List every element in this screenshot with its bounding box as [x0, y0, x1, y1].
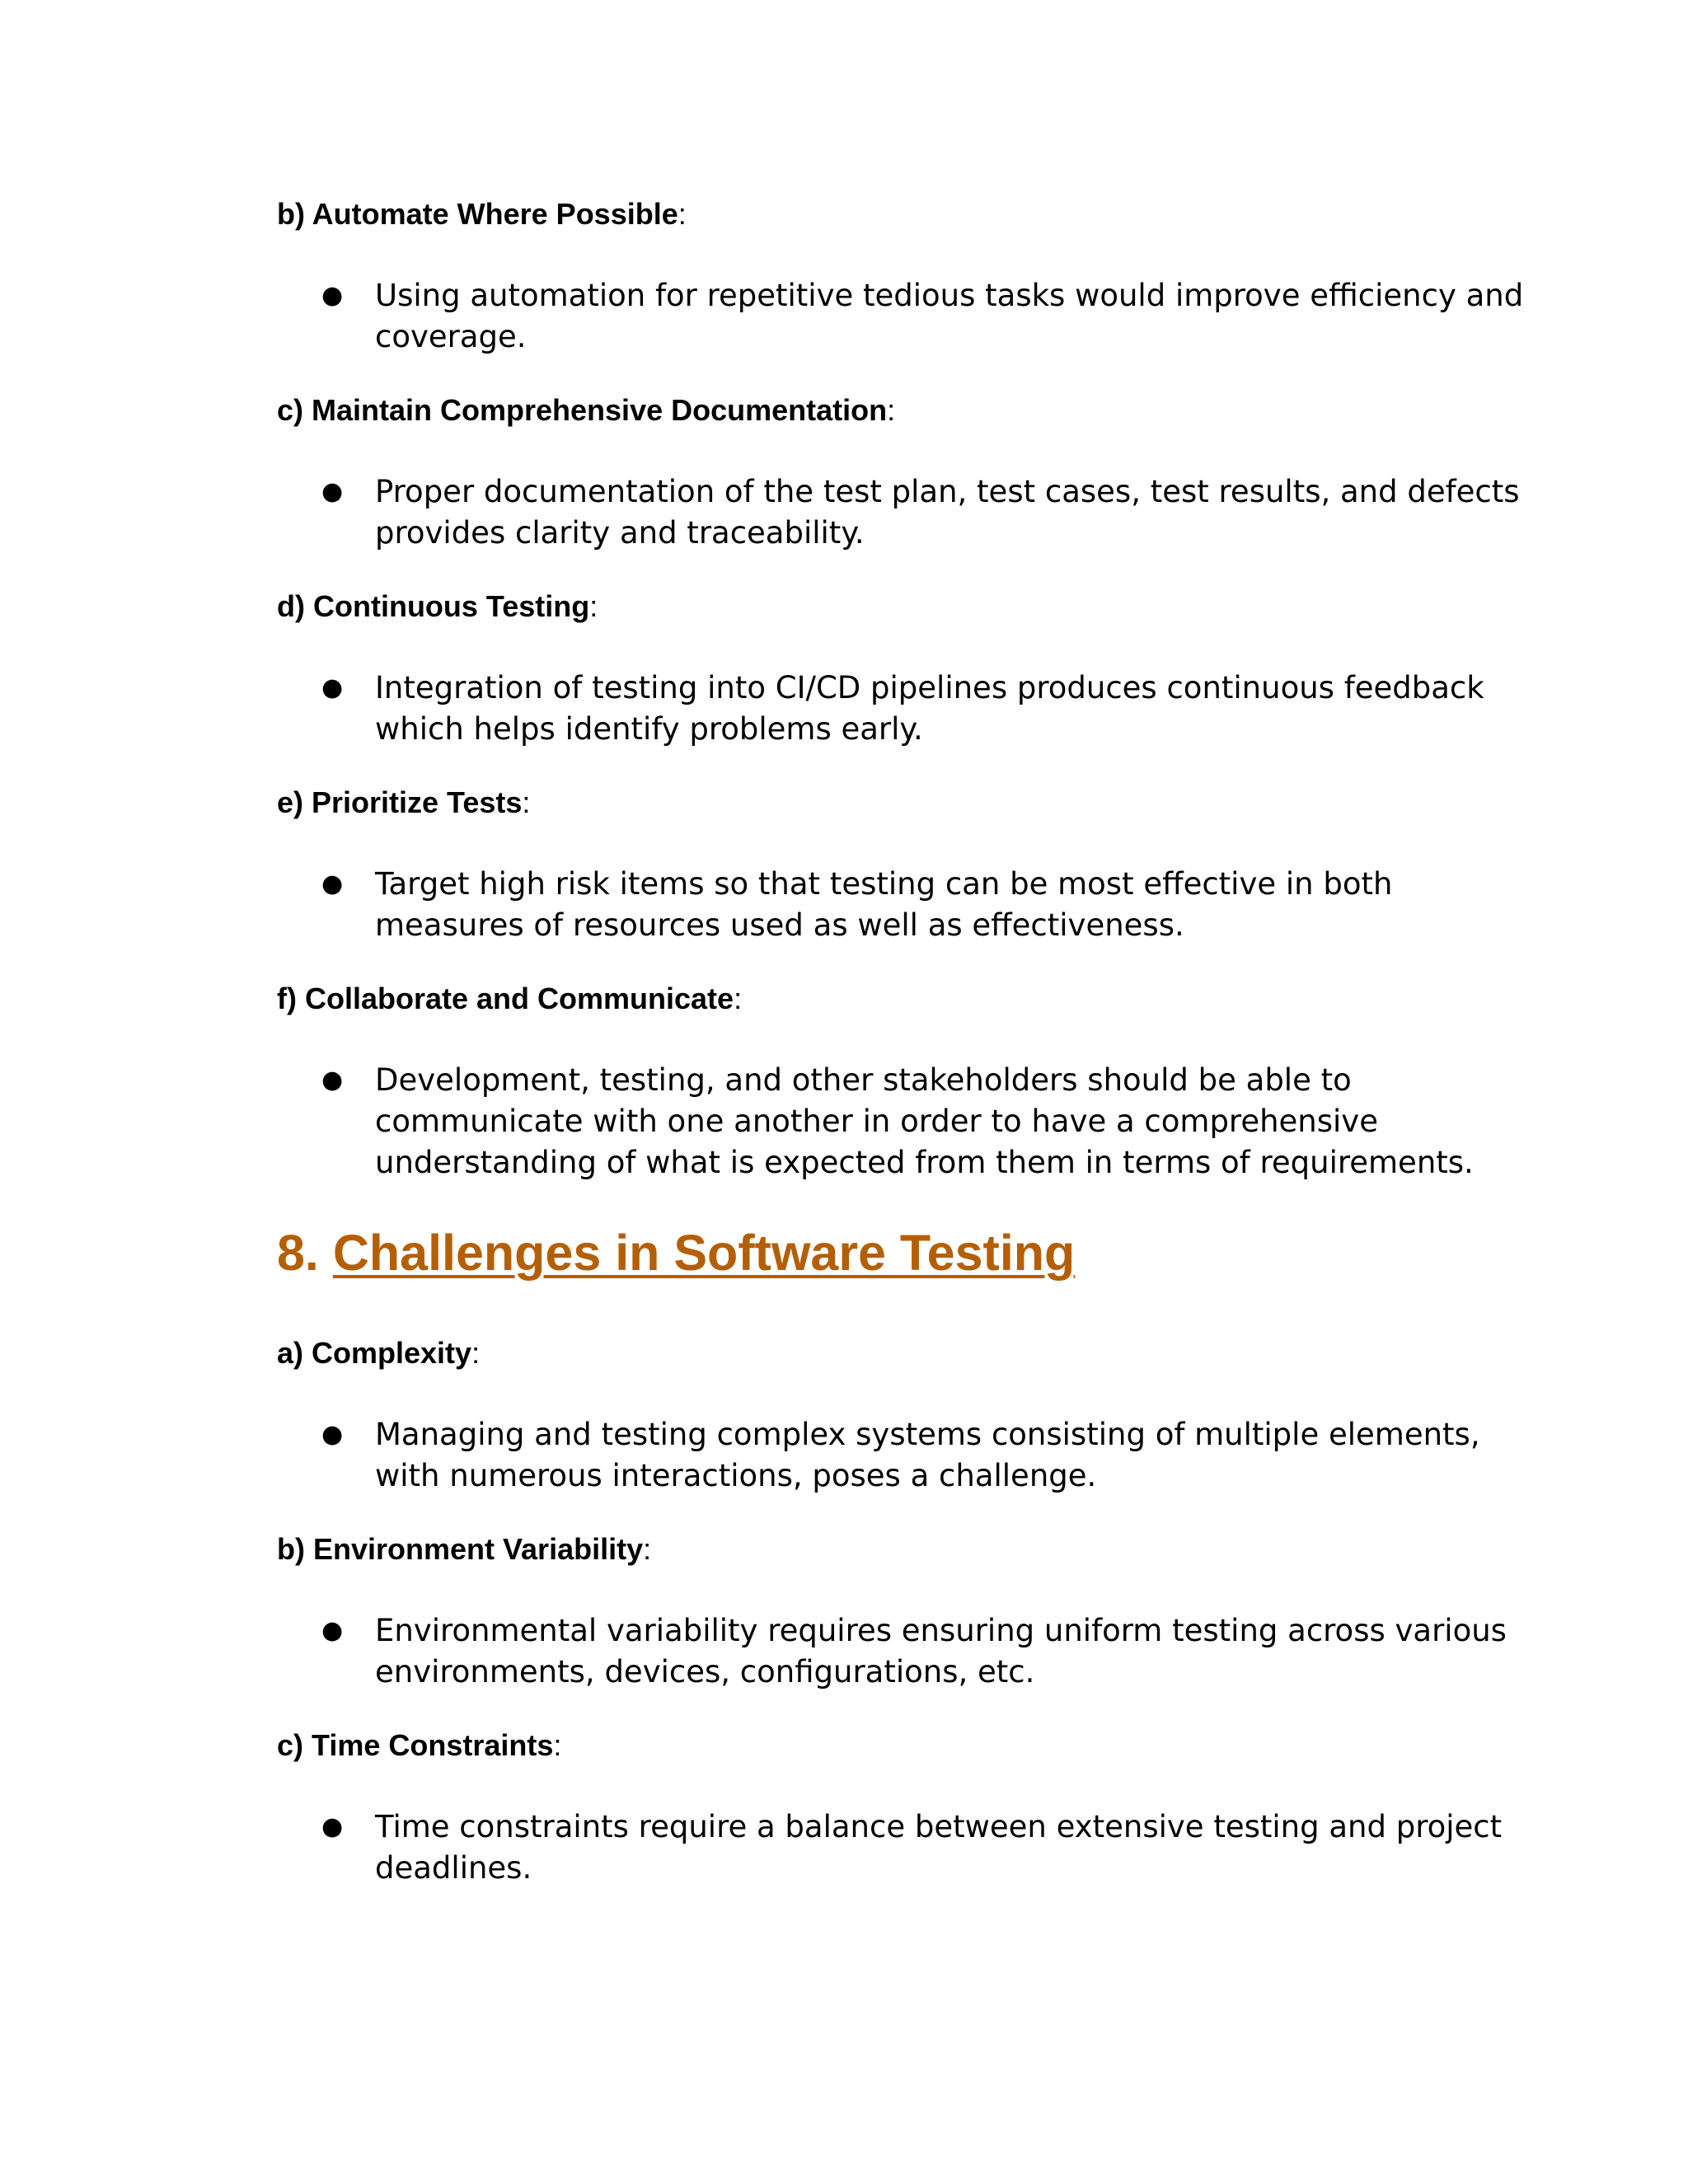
subheading-label: f) Collaborate and Communicate: [277, 982, 734, 1015]
subheading-label: c) Time Constraints: [277, 1728, 554, 1762]
bullet-text: Managing and testing complex systems consisting of multiple elements, with numerous interactions, poses a challenge.: [375, 1417, 1480, 1493]
subheading-label: c) Maintain Comprehensive Documentation: [277, 393, 888, 427]
bullet-icon: ●: [321, 1066, 344, 1094]
bullet-icon: ●: [321, 281, 344, 310]
subheading-collaborate: [277, 981, 742, 1017]
bullet-text: Time constraints require a balance between extensive testing and project deadlines.: [375, 1809, 1503, 1886]
bullet-text: Using automation for repetitive tedious tasks would improve efficiency and coverage.: [375, 278, 1524, 354]
subheading-label: e) Prioritize Tests: [277, 785, 523, 819]
subheading-colon: :: [471, 1336, 481, 1370]
subheading-colon: :: [522, 785, 531, 819]
subheading-environment-variability: [277, 1531, 651, 1568]
subheading-automate: [277, 196, 687, 232]
bullet-icon: ●: [321, 1420, 344, 1449]
bullet-text: Environmental variability requires ensuring uniform testing across various environments, devices, configurations, etc.: [375, 1613, 1507, 1690]
subheading-label: a) Complexity: [277, 1336, 472, 1370]
subheading-colon: :: [643, 1532, 652, 1566]
chapter-title: Challenges in Software Testing: [332, 1225, 1076, 1281]
subheading-continuous-testing: [277, 588, 598, 625]
bullet-text: Target high risk items so that testing can be most effective in both measures of resources used as well as effectiveness.: [375, 866, 1393, 943]
chapter-number: 8.: [277, 1225, 319, 1281]
subheading-time-constraints: [277, 1727, 561, 1764]
subheading-colon: :: [589, 589, 598, 623]
subheading-colon: :: [887, 393, 896, 427]
subheading-documentation: [277, 392, 895, 429]
bullet-icon: ●: [321, 673, 344, 702]
bullet-icon: ●: [321, 869, 344, 898]
chapter-heading: [277, 1224, 1075, 1282]
bullet-text: Proper documentation of the test plan, test cases, test results, and defects provides clarity and traceability.: [375, 474, 1520, 551]
bullet-text: Integration of testing into CI/CD pipelines produces continuous feedback which helps identify problems early.: [375, 670, 1484, 747]
bullet-icon: ●: [321, 477, 344, 506]
subheading-colon: :: [734, 982, 743, 1015]
bullet-text: Development, testing, and other stakeholders should be able to communicate with one another in order to have a comprehensive understanding of what is expected from them in terms of requirements.: [375, 1062, 1474, 1180]
subheading-colon: :: [553, 1728, 562, 1762]
subheading-colon: :: [678, 197, 687, 231]
subheading-label: d) Continuous Testing: [277, 589, 590, 623]
subheading-label: b) Environment Variability: [277, 1532, 644, 1566]
bullet-icon: ●: [321, 1616, 344, 1645]
subheading-label: b) Automate Where Possible: [277, 197, 678, 231]
subheading-prioritize-tests: [277, 785, 530, 821]
subheading-complexity: [277, 1335, 480, 1371]
bullet-icon: ●: [321, 1812, 344, 1841]
